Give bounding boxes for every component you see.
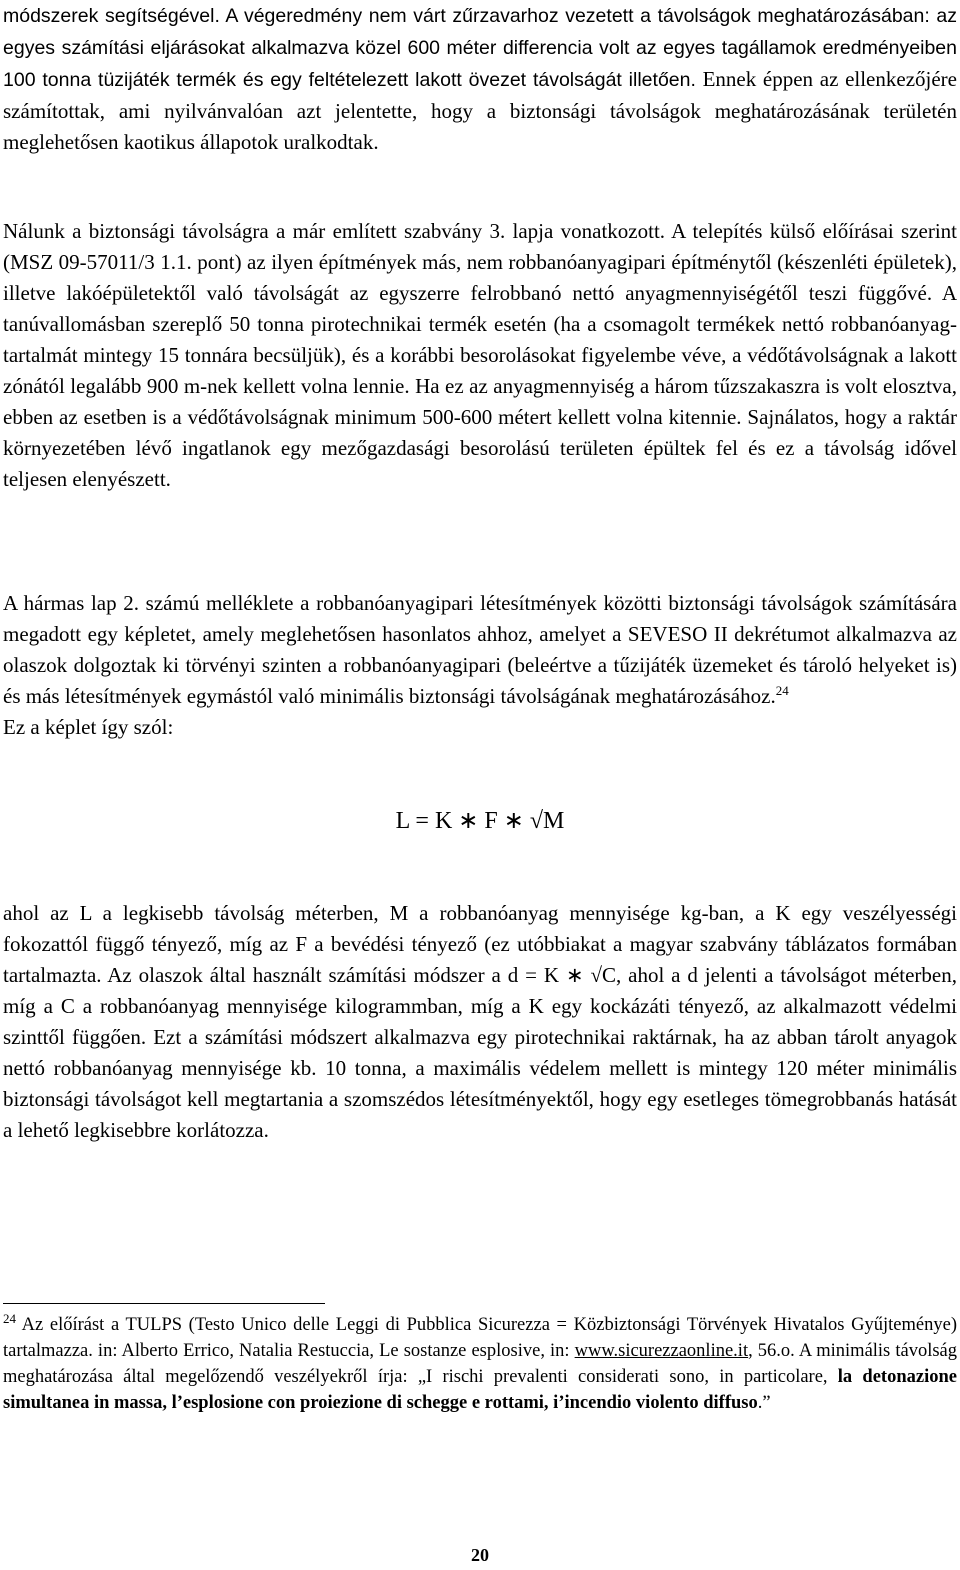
paragraph-1-sans-part: módszerek segítségével. A végeredmény nem várt zűrzavarhoz vezetett a távolságok meghatározásában: az egyes számítási eljárásokat alkalmazva közel 600 méter differencia volt az egyes tagállamok eredményeiben 100 tonna tüzijáték termék és egy feltételezett lakott övezet távolságát illetően. — [3, 5, 957, 91]
paragraph-3-tail: Ez a képlet így szól: — [3, 715, 174, 739]
page-number: 20 — [471, 1545, 489, 1565]
distance-formula: L = K ∗ F ∗ √M — [395, 808, 565, 834]
footnote-reference[interactable]: 24 — [775, 683, 789, 698]
footnote-link[interactable]: www.sicurezzaonline.it — [574, 1341, 749, 1361]
footnote-separator — [3, 1303, 325, 1304]
paragraph-3-text: A hármas lap 2. számú melléklete a robbanóanyagipari létesítmények közötti biztonsági távolságok számítására megadott egy képletet, amely meglehetősen hasonlatos ahhoz, amelyet a SEVESO II dekrétumot alkalmazva az olaszok dolgoztak ki törvényi szinten a robbanóanyagipari (beleértve a tűzijáték üzemeket és tároló helyeket is) és más létesítmények egymástól való minimális biztonsági távolságának meghatározásához. — [3, 591, 957, 708]
paragraph-2: Nálunk a biztonsági távolságra a már említett szabvány 3. lapja vonatkozott. A telepítés külső előírásai szerint (MSZ 09-57011/3 1.1. pont) az ilyen építmények más, nem robbanóanyagipari építménytől (készenléti épületek), illetve lakóépületektől való távolságát az egyszerre felrobbanó nettó anyagmennyiségétől teszi függővé. A tanúvallomásban szereplő 50 tonna pirotechnikai termék esetén (ha a csomagolt termékek nettó robbanóanyag-tartalmát mintegy 15 tonnára becsüljük), és a korábbi besorolásokat figyelembe véve, a védőtávolságnak a lakott zónától legalább 900 m-nek kellett volna lennie. Ha ez az anyagmennyiség a három tűzszakaszra is volt elosztva, ebben az esetben is a védőtávolságnak minimum 500-600 métert kellett volna kitennie. Sajnálatos, hogy a raktár környezetében lévő ingatlanok egy mezőgazdasági besorolású területen épültek fel és ez a távolság idővel teljesen elenyészett. — [3, 219, 957, 491]
footnote-number: 24 — [3, 1310, 16, 1326]
paragraph-4: ahol az L a legkisebb távolság méterben, M a robbanóanyag mennyisége kg-ban, a K egy veszélyességi fokozattól függő tényező, míg az F a bevédési tényező (ez utóbbiakat a magyar szabvány táblázatos formában tartalmazta. Az olaszok által használt számítási módszer a d = K ∗ √C, ahol a d jelenti a távolságot méterben, míg a C a robbanóanyag mennyisége kilogrammban, míg a K egy kockázáti tényező, az alkalmazott védelmi szinttől függően. Ezt a számítási módszert alkalmazva egy pirotechnikai raktárnak, ha az abban tárolt anyagok nettó robbanóanyag mennyisége kb. 10 tonna, a maximális védelem mellett is mintegy 120 méter minimális biztonsági távolságot kell megtartania a szomszédos létesítményektől, hogy egy esetleges tömegrobbanás hatását a lehető legkisebbre korlátozza. — [3, 901, 957, 1142]
footnote-bold-quote: la detonazione simultanea in massa, l’esplosione con proiezione di schegge e rottami, i’incendio violento diffuso — [3, 1367, 957, 1413]
footnote-text-a: Az előírást a TULPS (Testo Unico delle Leggi di Pubblica Sicurezza = Közbiztonsági Törvények Hivatalos Gyűjteménye) tartalmazza. in: Alberto Errico, Natalia Restuccia, Le sostanze esplosive, in: — [3, 1315, 957, 1361]
paragraph-1-serif-part: Ennek éppen az ellenkezőjére számítottak, ami nyilvánvalóan azt jelentette, hogy a biztonsági távolságok meghatározásának területén meglehetősen kaotikus állapotok uralkodtak. — [3, 67, 957, 154]
footnote — [3, 1312, 957, 1416]
footnote-text-b: , 56.o. A minimális távolság meghatározása által megelőzendő veszélyekről írja: „I rischi prevalenti considerati sono, in particolare, — [3, 1341, 957, 1387]
paragraph-3 — [3, 588, 957, 743]
paragraph-1 — [3, 0, 957, 158]
footnote-text-c: .” — [757, 1393, 771, 1413]
